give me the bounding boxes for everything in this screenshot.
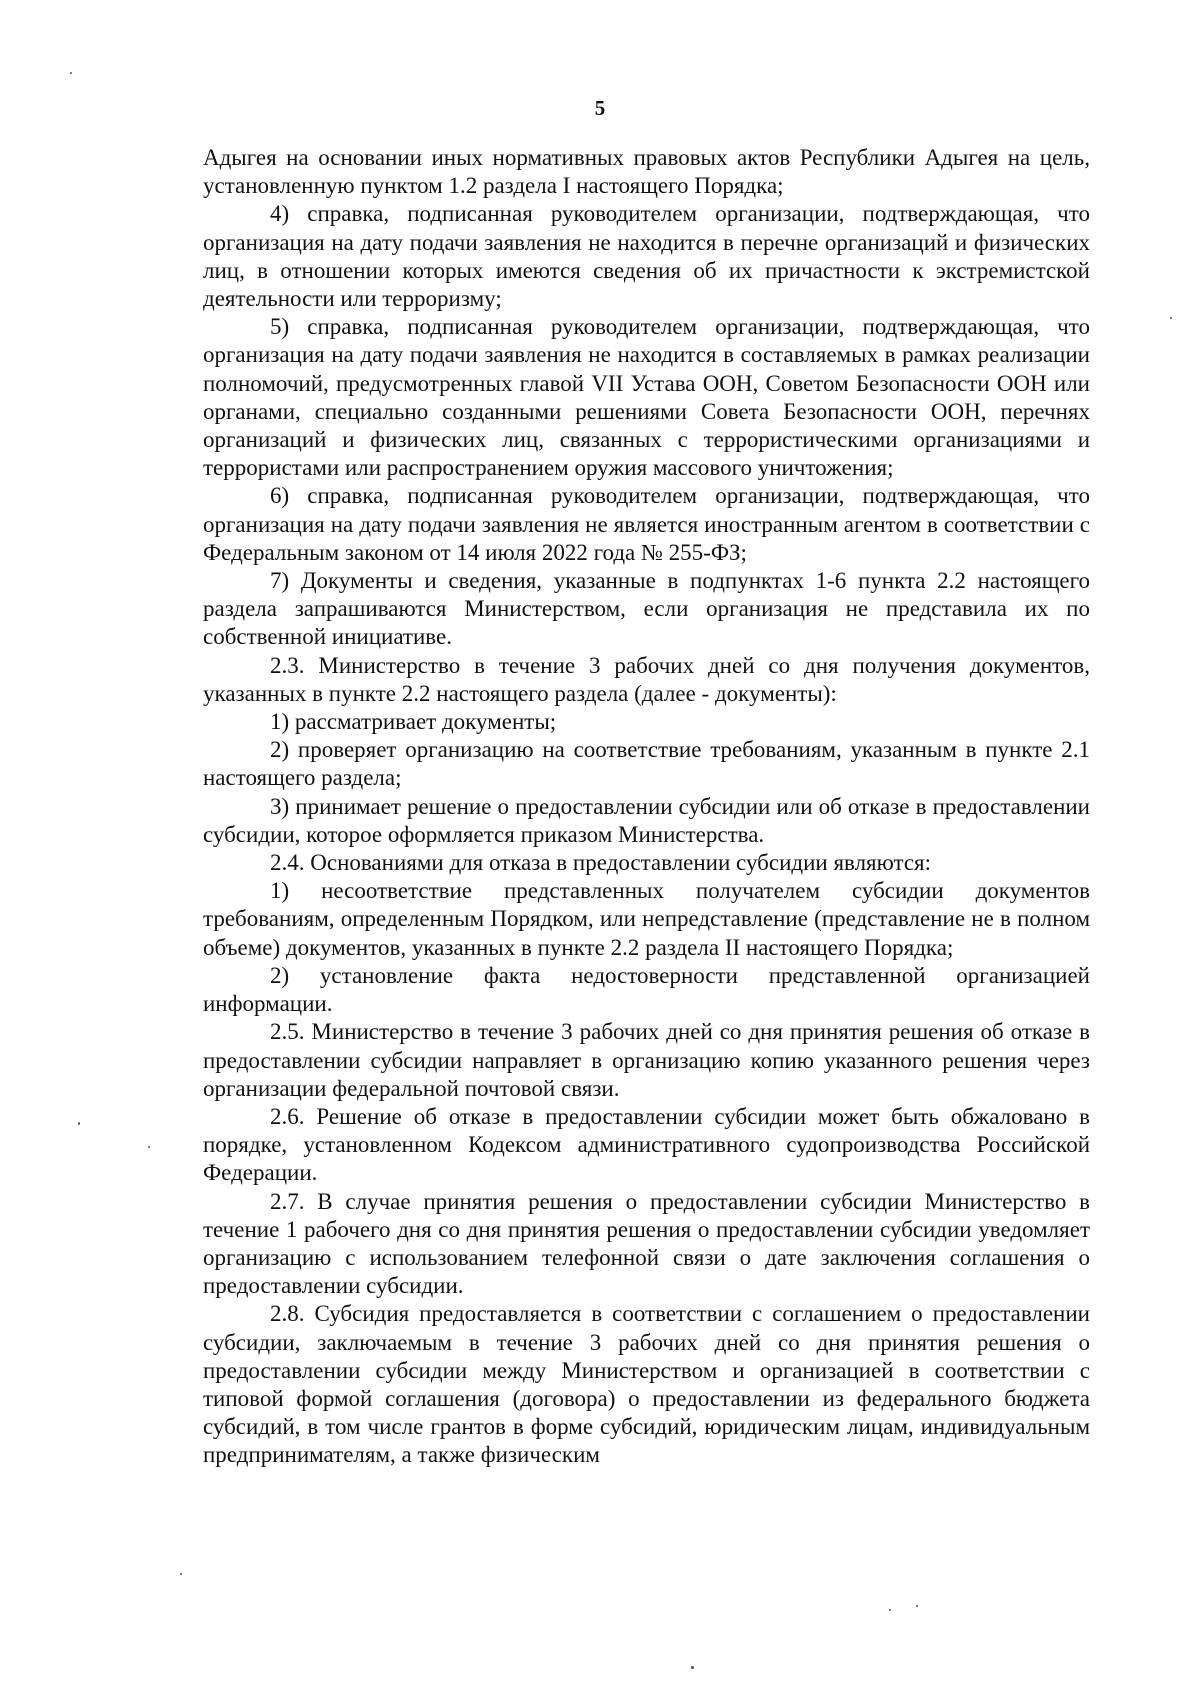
paragraph-item-7: 7) Документы и сведения, указанные в подпунктах 1-6 пункта 2.2 настоящего раздела запрашиваются Министерством, если организация не представила их по собственной инициативе. (203, 568, 1090, 650)
paragraph-2-3-item-3: 3) принимает решение о предоставлении субсидии или об отказе в предоставлении субсидии, которое оформляется приказом Министерства. (203, 793, 1090, 847)
paragraph-item-5: 5) справка, подписанная руководителем организации, подтверждающая, что организация на дату подачи заявления не находится в составляемых в рамках реализации полномочий, предусмотренных главой VII Устава ООН, Советом Безопасности ООН или органами, специально созданными решениями Совета Безопасности ООН, перечнях организаций и физических лиц, связанных с террористическими организациями и террористами или распространением оружия массового уничтожения; (203, 314, 1090, 481)
page-number: 5 (594, 96, 606, 120)
paragraph-2-3: 2.3. Министерство в течение 3 рабочих дней со дня получения документов, указанных в пункте 2.2 настоящего раздела (далее - документы): (203, 652, 1090, 706)
scan-speck (1170, 317, 1172, 319)
paragraph-2-8: 2.8. Субсидия предоставляется в соответствии с соглашением о предоставлении субсидии, заключаемым в течение 3 рабочих дней со дня принятия решения о предоставлении субсидии между Министерством и организацией в соответствии с типовой формой соглашения (договора) о предоставлении из федерального бюджета субсидий, в том числе грантов в форме субсидий, юридическим лицам, индивидуальным предпринимателям, а также физическим (203, 1301, 1090, 1468)
scan-speck (148, 1146, 150, 1148)
scan-speck (691, 1666, 694, 1669)
document-body (203, 144, 1090, 1470)
scan-speck (889, 1609, 891, 1611)
paragraph-2-4: 2.4. Основаниями для отказа в предоставлении субсидии являются: (270, 850, 932, 876)
paragraph-2-4-item-1: 1) несоответствие представленных получателем субсидии документов требованиям, определенным Порядком, или непредставление (представление не в полном объеме) документов, указанных в пункте 2.2 раздела II настоящего Порядка; (203, 878, 1090, 960)
paragraph-2-4-item-2: 2) установление факта недостоверности представленной организацией информации. (203, 962, 1090, 1017)
scan-speck (916, 1605, 918, 1607)
scan-speck (180, 1573, 182, 1575)
paragraph-2-5: 2.5. Министерство в течение 3 рабочих дней со дня принятия решения об отказе в предоставлении субсидии направляет в организацию копию указанного решения через организации федеральной почтовой связи. (203, 1019, 1090, 1101)
paragraph-item-6: 6) справка, подписанная руководителем организации, подтверждающая, что организация на дату подачи заявления не является иностранным агентом в соответствии с Федеральным законом от 14 июля 2022 года № 255-ФЗ; (203, 483, 1090, 565)
paragraph-2-6: 2.6. Решение об отказе в предоставлении субсидии может быть обжаловано в порядке, установленном Кодексом административного судопроизводства Российской Федерации. (203, 1103, 1090, 1186)
scan-speck (70, 72, 72, 74)
scan-speck (78, 1122, 80, 1125)
paragraph-2-7: 2.7. В случае принятия решения о предоставлении субсидии Министерство в течение 1 рабочего дня со дня принятия решения о предоставлении субсидии уведомляет организацию с использованием телефонной связи о дате заключения соглашения о предоставлении субсидии. (203, 1188, 1090, 1299)
paragraph-continuation: Адыгея на основании иных нормативных правовых актов Республики Адыгея на цель, установленную пунктом 1.2 раздела I настоящего Порядка; (203, 145, 1090, 199)
paragraph-2-3-item-1: 1) рассматривает документы; (270, 709, 557, 735)
paragraph-item-4: 4) справка, подписанная руководителем организации, подтверждающая, что организация на дату подачи заявления не находится в перечне организаций и физических лиц, в отношении которых имеются сведения об их причастности к экстремистской деятельности или терроризму; (203, 201, 1090, 312)
paragraph-2-3-item-2: 2) проверяет организацию на соответствие требованиям, указанным в пункте 2.1 настоящего раздела; (203, 737, 1090, 791)
